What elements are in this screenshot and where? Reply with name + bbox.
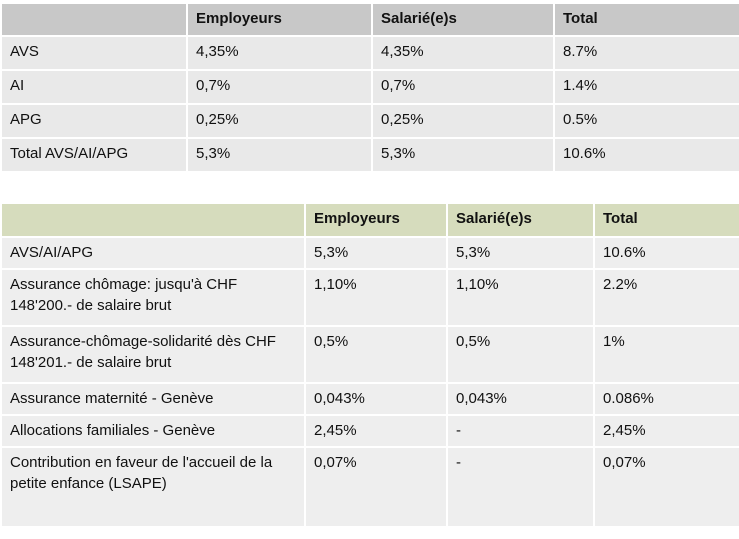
cell-employeurs: 5,3%	[187, 138, 372, 172]
cell-total: 1.4%	[554, 70, 739, 104]
table-row	[1, 269, 739, 326]
cell-total: 0,07%	[594, 447, 739, 527]
table-row	[1, 447, 739, 527]
cell-total: 10.6%	[594, 237, 739, 269]
cell-salaries: 0,5%	[447, 326, 594, 383]
cell-total: 0.086%	[594, 383, 739, 415]
cell-employeurs: 1,10%	[305, 269, 447, 326]
header-cell-salaries: Salarié(e)s	[447, 203, 594, 237]
table-row	[1, 36, 739, 70]
cell-employeurs: 5,3%	[305, 237, 447, 269]
cell-salaries: 5,3%	[447, 237, 594, 269]
cell-total: 0.5%	[554, 104, 739, 138]
row-label: Contribution en faveur de l'accueil de la petite enfance (LSAPE)	[1, 447, 305, 527]
cell-employeurs: 0,043%	[305, 383, 447, 415]
header-cell-employeurs: Employeurs	[305, 203, 447, 237]
cell-employeurs: 0,25%	[187, 104, 372, 138]
cell-salaries: 1,10%	[447, 269, 594, 326]
cell-salaries: 0,043%	[447, 383, 594, 415]
row-label: AVS	[1, 36, 187, 70]
row-label: Allocations familiales - Genève	[1, 415, 305, 447]
cell-total: 2.2%	[594, 269, 739, 326]
row-label: AVS/AI/APG	[1, 237, 305, 269]
cell-employeurs: 0,7%	[187, 70, 372, 104]
contributions-table-detail	[0, 202, 739, 528]
header-cell-label	[1, 203, 305, 237]
contributions-table-avs	[0, 2, 739, 173]
row-label: APG	[1, 104, 187, 138]
cell-salaries: -	[447, 447, 594, 527]
table-row	[1, 70, 739, 104]
table-row	[1, 383, 739, 415]
row-label: Assurance-chômage-solidarité dès CHF 148'201.- de salaire brut	[1, 326, 305, 383]
row-label: Assurance chômage: jusqu'à CHF 148'200.- de salaire brut	[1, 269, 305, 326]
table-header-row	[1, 3, 739, 36]
cell-salaries: 0,7%	[372, 70, 554, 104]
cell-total: 10.6%	[554, 138, 739, 172]
cell-employeurs: 4,35%	[187, 36, 372, 70]
cell-employeurs: 2,45%	[305, 415, 447, 447]
table-row	[1, 138, 739, 172]
header-cell-label	[1, 3, 187, 36]
cell-salaries: 4,35%	[372, 36, 554, 70]
cell-employeurs: 0,07%	[305, 447, 447, 527]
table-row	[1, 237, 739, 269]
header-cell-salaries: Salarié(e)s	[372, 3, 554, 36]
row-label: Total AVS/AI/APG	[1, 138, 187, 172]
cell-salaries: 0,25%	[372, 104, 554, 138]
cell-total: 1%	[594, 326, 739, 383]
cell-salaries: -	[447, 415, 594, 447]
cell-total: 2,45%	[594, 415, 739, 447]
table-row	[1, 326, 739, 383]
cell-employeurs: 0,5%	[305, 326, 447, 383]
header-cell-employeurs: Employeurs	[187, 3, 372, 36]
row-label: AI	[1, 70, 187, 104]
table-row	[1, 415, 739, 447]
table-row	[1, 104, 739, 138]
cell-total: 8.7%	[554, 36, 739, 70]
table-header-row	[1, 203, 739, 237]
cell-salaries: 5,3%	[372, 138, 554, 172]
header-cell-total: Total	[594, 203, 739, 237]
header-cell-total: Total	[554, 3, 739, 36]
row-label: Assurance maternité - Genève	[1, 383, 305, 415]
